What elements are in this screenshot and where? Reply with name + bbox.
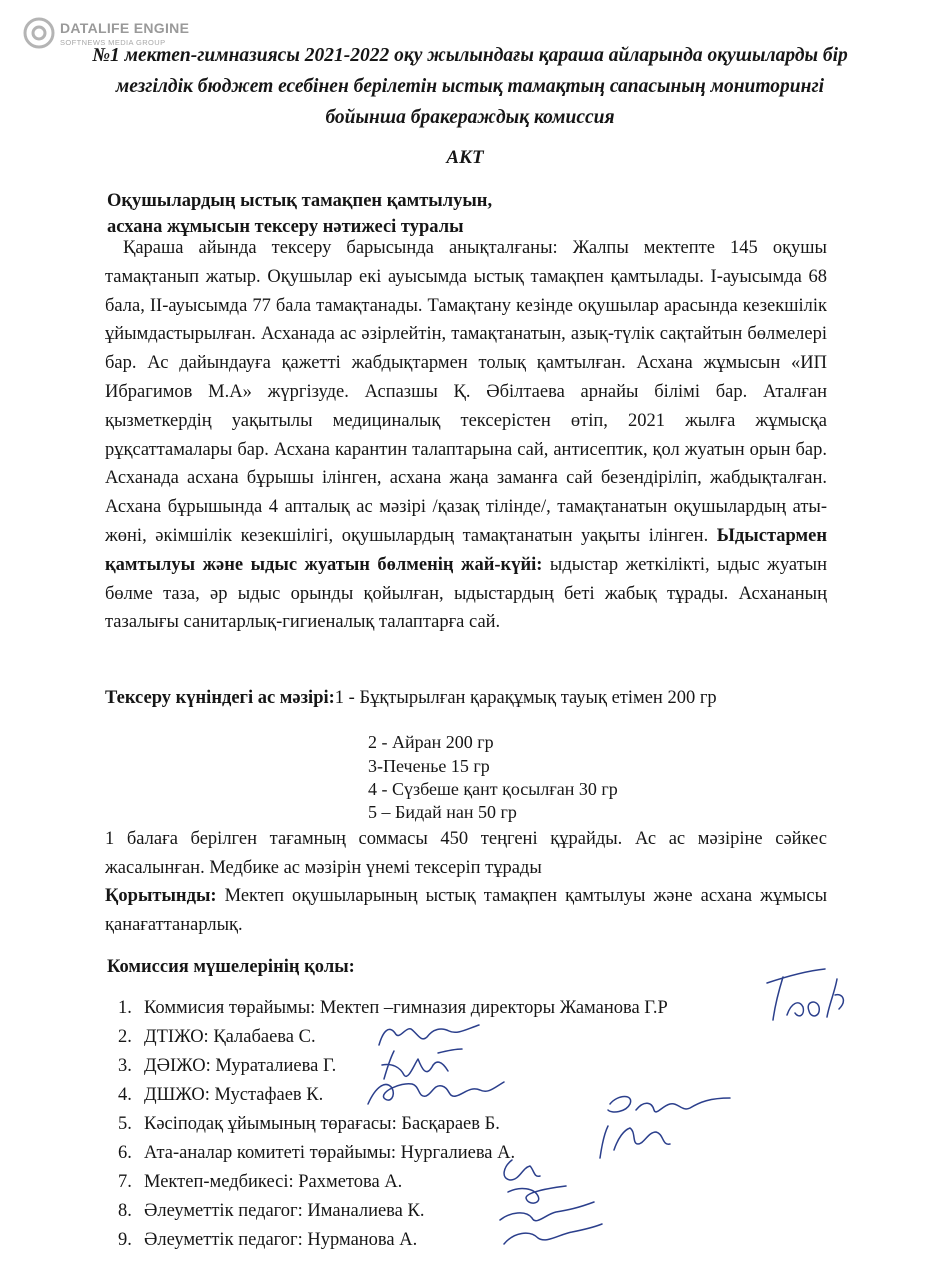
document-title: №1 мектеп-гимназиясы 2021-2022 оқу жылындағы қараша айларында оқушыларды бір мезгілдік бюджет есебінен берілетін ыстық тамақтың сапасының мониторингі бойынша бракераждық комиссия bbox=[92, 45, 848, 128]
datalife-logo-icon bbox=[22, 16, 56, 50]
signature-6 bbox=[490, 1152, 610, 1252]
body-intro: Қараша айында тексеру барысында анықталғаны: Жалпы мектепте 145 оқушы тамақтанып жатыр. Оқушылар екі ауысымда ыстық тамақпен қамтылады. I-ауысымда 68 бала, II-ауысымда 77 бала тамақтанады. Тамақтану кезінде оқушылар арасында кезекшілік ұйымдастырылған. Асханада ас әзірлейтін, тамақтанатын, азық-түлік сақтайтын бөлмелері бар. Ас дайындауға қажетті жабдықтармен толық қамтылған. Асхана жұмысын «ИП Ибрагимов М.А» жүргізуде. Аспазшы Қ. Әбілтаева арнайы білімі бар. Аталған қызметкердің уақытылы медициналық тексерістен өтіп, 2021 жылға жұмысқа рұқсаттамалары бар. Асхана карантин талаптарына сай, антисептик, қол жуатын орын бар. Асханада асхана бұрышы ілінген, асхана жаңа заманға сай безендіріліп, жабдықталған. Асхана бұрышында 4 апталық ас мәзірі /қазақ тілінде/, тамақтанатын оқушылардың аты-жөні, әкімшілік кезекшілігі, оқушылардың тамақтанатын уақыты ілінген. bbox=[105, 238, 827, 546]
menu-label: Тексеру күніндегі ас мәзірі: bbox=[105, 688, 335, 708]
member-text: ДШЖО: Мустафаев К. bbox=[144, 1085, 324, 1105]
member-item: 3. ДӘІЖО: Мураталиева Г. bbox=[118, 1056, 337, 1076]
signature-1 bbox=[765, 965, 855, 1030]
member-item: 2. ДТІЖО: Қалабаева С. bbox=[118, 1027, 316, 1047]
signature-4 bbox=[360, 1068, 510, 1113]
conclusion-label: Қорытынды: bbox=[105, 886, 217, 906]
cost-paragraph: 1 балаға берілген тағамның соммасы 450 теңгені құрайды. Ас ас мәзіріне сәйкес жасалынған. Медбике ас мәзірін үнемі тексеріп тұрады bbox=[105, 829, 827, 878]
member-text: ДТІЖО: Қалабаева С. bbox=[144, 1027, 316, 1047]
watermark-title: DATALIFE ENGINE bbox=[60, 20, 190, 36]
menu-item-3: 3-Печенье 15 гр bbox=[368, 756, 490, 776]
member-text: Әлеуметтік педагог: Нурманова А. bbox=[144, 1230, 418, 1250]
menu-item-2: 2 - Айран 200 гр bbox=[368, 732, 494, 752]
member-item: 4. ДШЖО: Мустафаев К. bbox=[118, 1085, 324, 1105]
menu-item-5: 5 – Бидай нан 50 гр bbox=[368, 802, 517, 822]
member-text: Коммисия төрайымы: Мектеп –гимназия директоры Жаманова Г.Р bbox=[144, 998, 668, 1018]
signatures-heading: Комиссия мүшелерінің қолы: bbox=[107, 957, 355, 977]
menu-line bbox=[105, 688, 717, 709]
body-paragraph bbox=[105, 234, 827, 637]
member-item: 6. Ата-аналар комитеті төрайымы: Нургалиева А. bbox=[118, 1143, 516, 1163]
menu-item-4: 4 - Сүзбеше қант қосылған 30 гр bbox=[368, 779, 618, 799]
member-item: 9. Әлеуметтік педагог: Нурманова А. bbox=[118, 1230, 418, 1250]
dish-label: Ыдыстармен қамтылуы және ыдыс жуатын бөлменің жай-күйі: bbox=[105, 525, 827, 575]
member-item: 1. Коммисия төрайымы: Мектеп –гимназия директоры Жаманова Г.Р bbox=[118, 998, 668, 1018]
member-text: Кәсіподақ ұйымының төрағасы: Басқараев Б. bbox=[144, 1114, 500, 1134]
menu-item-1: 1 - Бұқтырылған қарақұмық тауық етімен 200 гр bbox=[334, 688, 717, 708]
conclusion-paragraph bbox=[105, 882, 827, 940]
act-heading: АКТ bbox=[446, 147, 484, 168]
member-item: 5. Кәсіподақ ұйымының төрағасы: Басқараев Б. bbox=[118, 1114, 500, 1134]
member-text: Әлеуметтік педагог: Иманалиева К. bbox=[144, 1201, 425, 1221]
member-item: 7. Мектеп-медбикесі: Рахметова А. bbox=[118, 1172, 403, 1192]
member-item: 8. Әлеуметтік педагог: Иманалиева К. bbox=[118, 1201, 425, 1221]
watermark-subtitle: SOFTNEWS MEDIA GROUP bbox=[60, 38, 166, 47]
member-text: Мектеп-медбикесі: Рахметова А. bbox=[144, 1172, 403, 1192]
member-text: Ата-аналар комитеті төрайымы: Нургалиева А. bbox=[144, 1143, 516, 1163]
signature-5 bbox=[590, 1088, 750, 1163]
subject-heading bbox=[107, 188, 492, 240]
dish-text: ыдыстар жеткілікті, ыдыс жуатын бөлме таза, әр ыдыс орынды қойылған, ыдыстардың беті жабық тұрады. Асхананың тазалығы санитарлық-гигиеналық талаптарға сай. bbox=[105, 554, 827, 633]
subject-line-1: Оқушылардың ыстық тамақпен қамтылуын, bbox=[107, 191, 493, 211]
subject-line-2: асхана жұмысын тексеру нәтижесі туралы bbox=[107, 217, 464, 237]
member-text: ДӘІЖО: Мураталиева Г. bbox=[144, 1056, 337, 1076]
conclusion-text: Мектеп оқушыларының ыстық тамақпен қамтылуы және асхана жұмысы қанағаттанарлық. bbox=[105, 886, 827, 935]
